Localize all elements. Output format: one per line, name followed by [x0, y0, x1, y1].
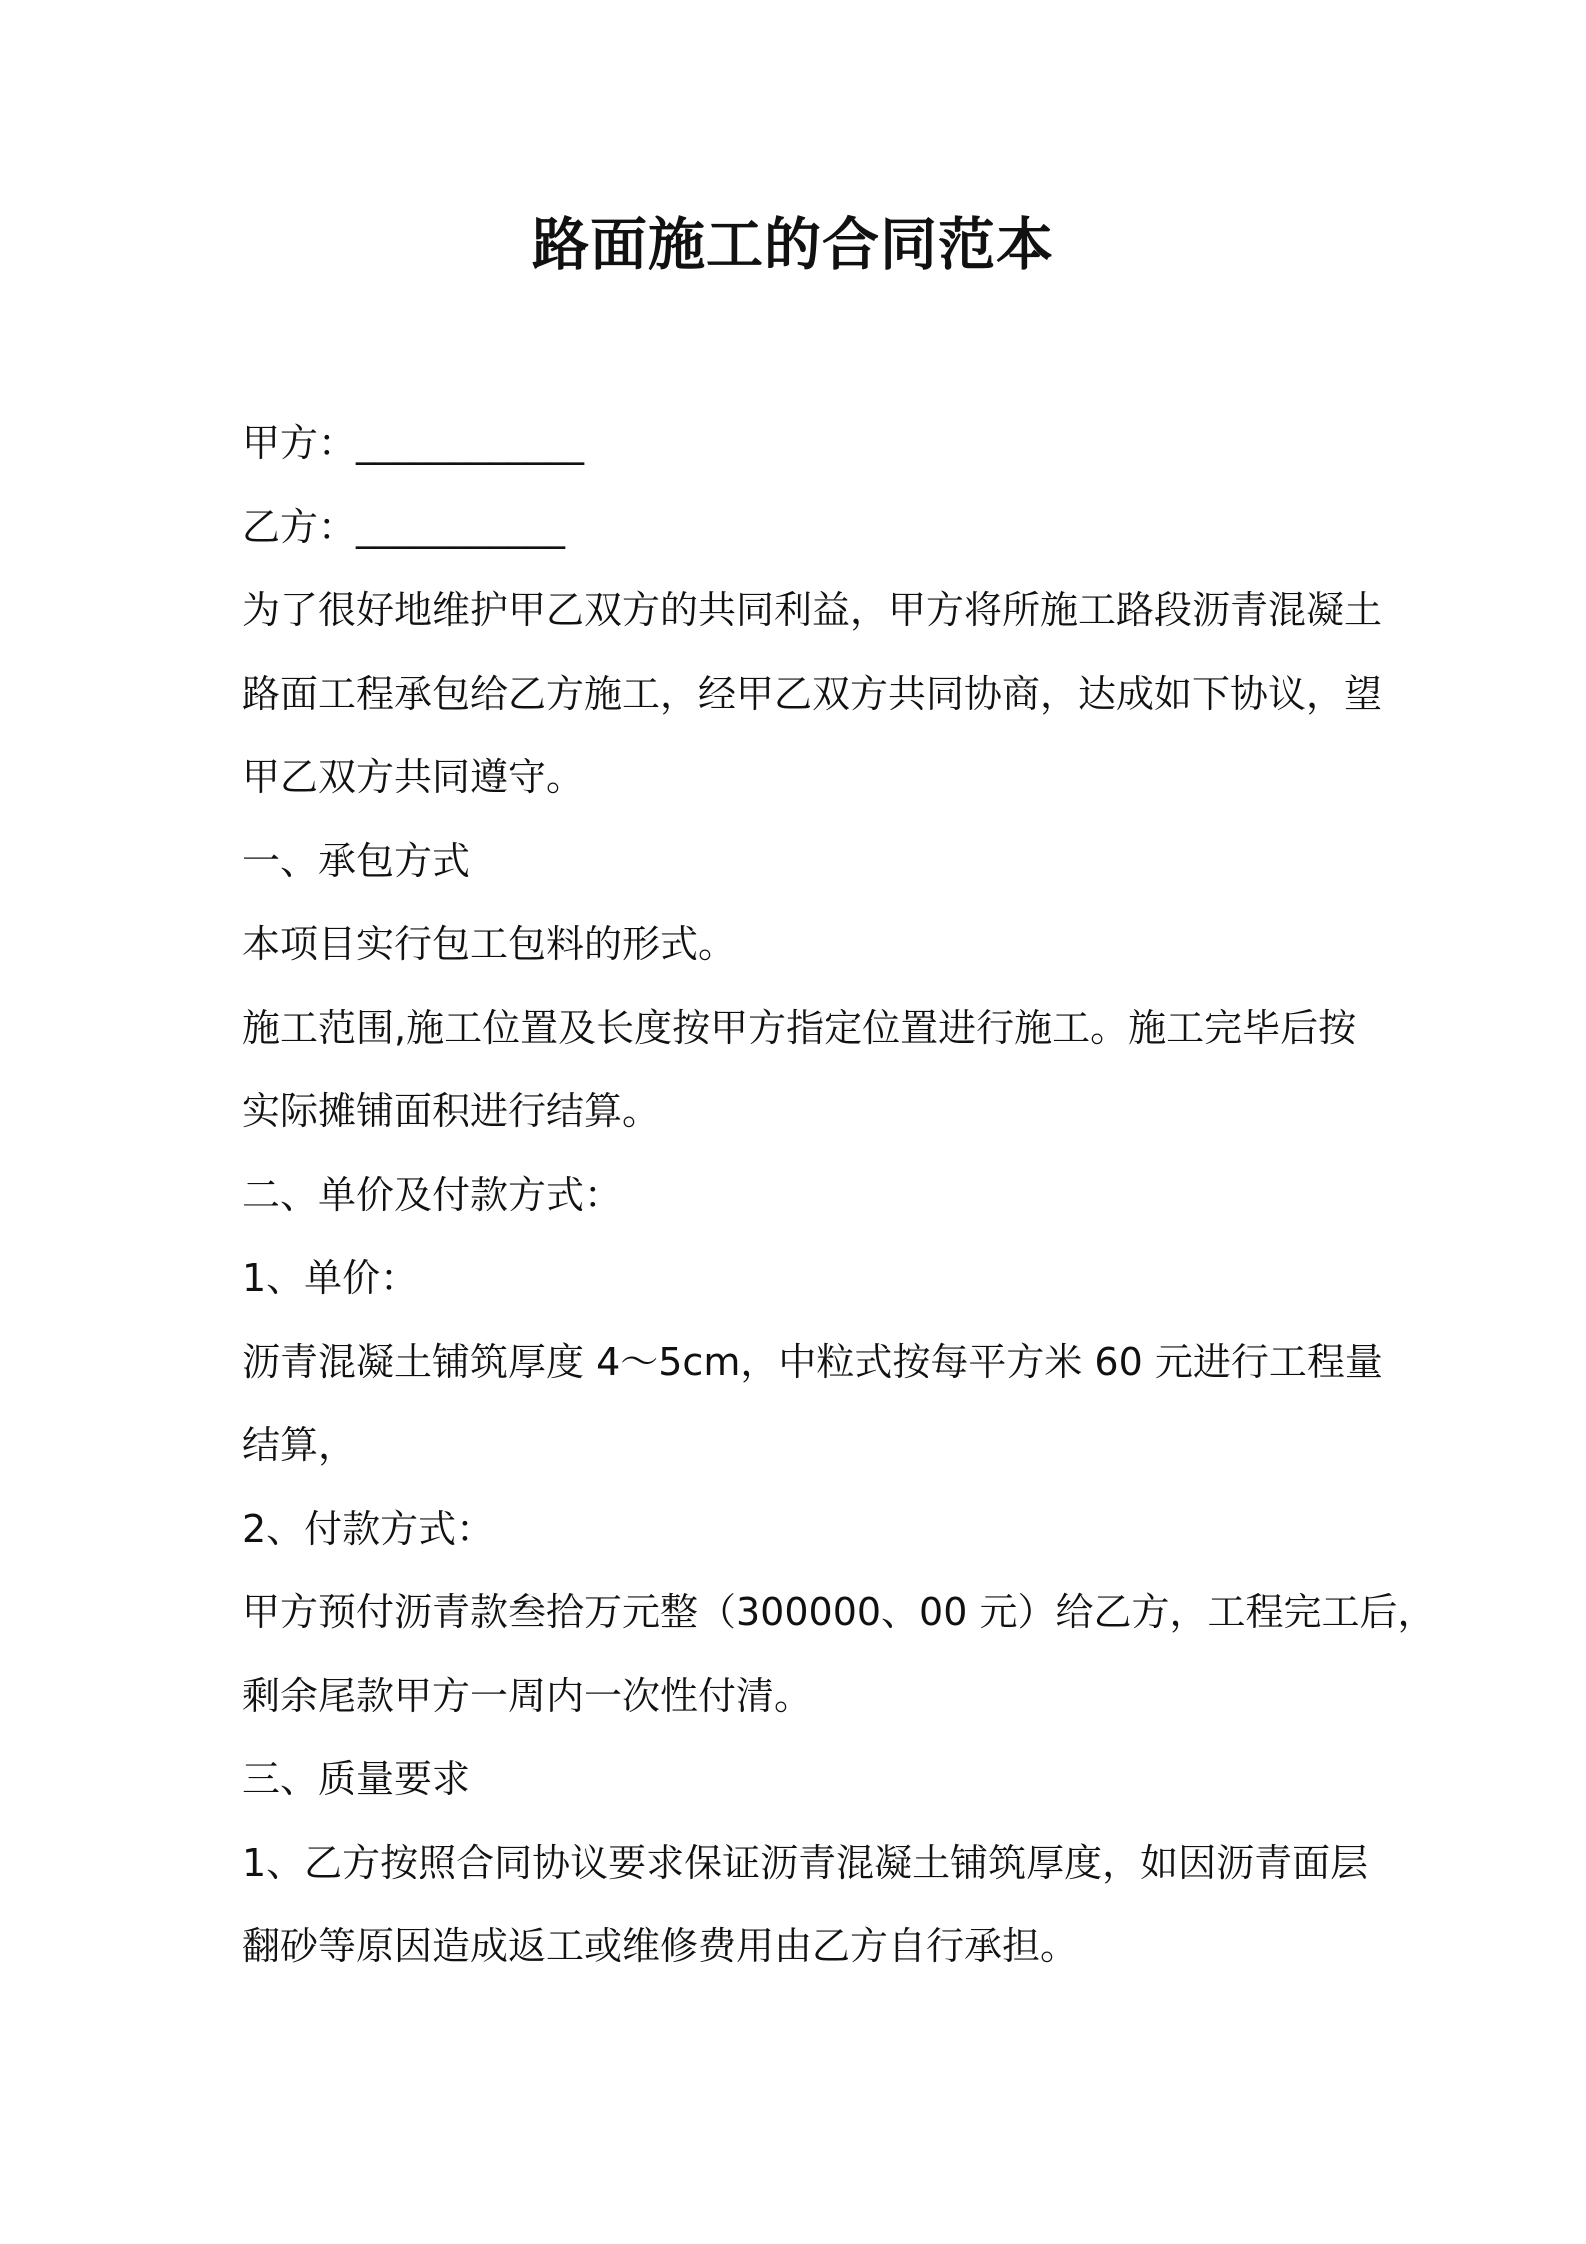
paragraph-line: 沥青混凝土铺筑厚度 4～5cm，中粒式按每平方米 60 元进行工程量 — [242, 1339, 1383, 1384]
intro-paragraph-line: 路面工程承包给乙方施工，经甲乙双方共同协商，达成如下协议，望 — [242, 671, 1383, 716]
subheading-payment-method: 2、付款方式： — [242, 1506, 495, 1551]
section-heading-quality: 三、质量要求 — [242, 1757, 471, 1801]
party-b-line: 乙方：___________ — [242, 504, 566, 549]
section-heading-price-payment: 二、单价及付款方式： — [242, 1172, 623, 1217]
document-body — [242, 402, 1436, 1989]
paragraph-line: 甲方预付沥青款叁拾万元整（300000、00 元）给乙方，工程完工后， — [242, 1590, 1436, 1634]
paragraph-line: 本项目实行包工包料的形式。 — [242, 922, 737, 966]
section-heading-contract-method: 一、承包方式 — [242, 838, 471, 883]
paragraph-line: 结算， — [242, 1423, 357, 1467]
paragraph-line: 实际摊铺面积进行结算。 — [242, 1089, 661, 1133]
paragraph-line: 翻砂等原因造成返工或维修费用由乙方自行承担。 — [242, 1924, 1079, 1968]
document-title: 路面施工的合同范本 — [532, 212, 1054, 278]
paragraph-line: 1、乙方按照合同协议要求保证沥青混凝土铺筑厚度，如因沥青面层 — [242, 1840, 1369, 1885]
intro-paragraph-line: 为了很好地维护甲乙双方的共同利益，甲方将所施工路段沥青混凝土 — [242, 588, 1383, 632]
paragraph-line: 剩余尾款甲方一周内一次性付清。 — [242, 1673, 813, 1718]
intro-paragraph-line: 甲乙双方共同遵守。 — [242, 755, 585, 799]
party-a-line: 甲方：____________ — [242, 421, 585, 465]
subheading-unit-price: 1、单价： — [242, 1256, 419, 1300]
paragraph-line: 施工范围,施工位置及长度按甲方指定位置进行施工。施工完毕后按 — [242, 1005, 1357, 1050]
